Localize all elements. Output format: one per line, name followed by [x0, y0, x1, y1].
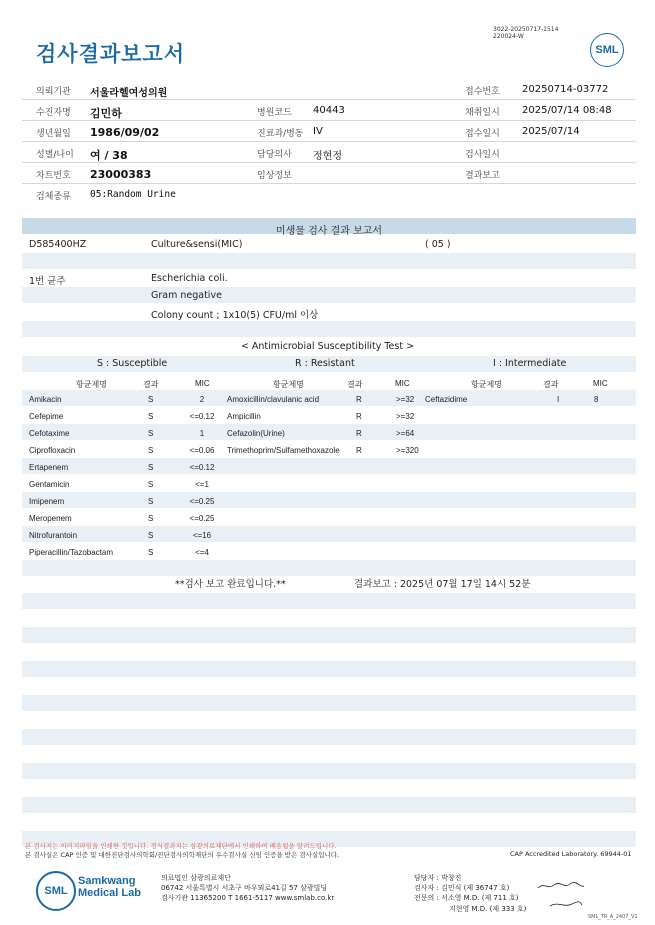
row-band [22, 492, 636, 508]
col-result-header: 결과 [143, 380, 159, 389]
doctor-value: 정현정 [313, 151, 342, 162]
info-row-4 [22, 142, 636, 163]
test-number: ( 05 ) [425, 239, 451, 250]
drug-name: Piperacillin/Tazobactam [29, 548, 114, 557]
report-label: 결과보고 [465, 171, 500, 181]
row-band [22, 627, 636, 643]
hospital-code-value: 40443 [313, 105, 345, 116]
legend-intermediate: I : Intermediate [493, 358, 567, 369]
patient-value: 김민하 [90, 107, 122, 120]
drug-result: S [148, 446, 154, 455]
dept-label: 진료과/병동 [257, 129, 304, 139]
row-band [22, 253, 636, 269]
row-band [22, 390, 636, 406]
collect-label: 채취일시 [465, 108, 500, 118]
drug-name: Meropenem [29, 514, 72, 523]
page-title: 검사결과보고서 [36, 42, 186, 66]
institution-label: 의뢰기관 [36, 87, 71, 97]
collect-value: 2025/07/14 08:48 [522, 105, 612, 116]
drug-name: Cefotaxime [29, 429, 70, 438]
row-band [22, 458, 636, 474]
row-band [22, 763, 636, 779]
row-band [22, 661, 636, 677]
drug-mic: <=0.06 [189, 446, 215, 455]
org-registration: 검사기관 11365200 T 1661-5117 www.smlab.co.kr [161, 894, 335, 902]
drug-result: S [148, 463, 154, 472]
drug-mic: 2 [199, 395, 205, 404]
lab-name-line2: Medical Lab [78, 887, 141, 899]
row-band [22, 287, 636, 303]
drug-result: R [356, 429, 362, 438]
org-name: 의료법인 삼광의료재단 [161, 874, 231, 882]
row-band [22, 695, 636, 711]
legend-resistant: R : Resistant [295, 358, 355, 369]
row-band [22, 321, 636, 337]
dept-value: IV [313, 126, 323, 137]
row-band [22, 797, 636, 813]
drug-mic: <=16 [192, 531, 212, 540]
staff-specialist-1: 전문의 : 서소영 M.D. (제 711 호) [414, 894, 519, 902]
signature-image [548, 898, 584, 910]
drug-mic: >=64 [396, 429, 415, 438]
col-mic-header: MIC [593, 379, 608, 388]
info-row-1 [22, 79, 636, 100]
accreditation-notice: 본 검사실은 CAP 인증 및 대한진단검사의학회/진단검사의학재단의 우수검사실 신임 인증을 받은 검사실입니다. [25, 851, 340, 859]
form-code: SML_TR_A_2407_V1 [588, 914, 638, 920]
drug-result: S [148, 514, 154, 523]
receipt-no-label: 접수번호 [465, 87, 500, 97]
drug-name: Ciprofloxacin [29, 446, 76, 455]
sex-age-value: 여 / 38 [90, 149, 128, 162]
report-time: 결과보고 : 2025년 07월 17일 14시 52분 [354, 579, 531, 590]
legend-susceptible: S : Susceptible [97, 358, 168, 369]
drug-name: Imipenem [29, 497, 65, 506]
ast-title: < Antimicrobial Susceptibility Test > [240, 341, 415, 352]
institution-value: 서울라헬여성의원 [90, 88, 168, 99]
chart-label: 차트번호 [36, 171, 71, 181]
org-address: 06742 서울특별시 서초구 바우뫼로41길 57 삼광빌딩 [161, 884, 328, 892]
row-band [22, 593, 636, 609]
drug-result: R [356, 395, 362, 404]
drug-mic: <=0.12 [189, 412, 215, 421]
drug-mic: 8 [594, 395, 599, 404]
info-row-6 [22, 184, 636, 204]
col-result-header: 결과 [347, 380, 363, 389]
col-drug-header: 항균제명 [471, 380, 502, 389]
document-id-line2: 220024-W [493, 33, 524, 40]
col-result-header: 결과 [543, 380, 559, 389]
drug-mic: <=0.25 [189, 514, 215, 523]
patient-label: 수진자명 [36, 108, 71, 118]
drug-result: R [356, 446, 362, 455]
chart-value: 23000383 [90, 168, 152, 181]
drug-mic: <=0.25 [189, 497, 215, 506]
sml-footer-logo: SML [36, 871, 76, 911]
col-mic-header: MIC [395, 379, 410, 388]
strain-label: 1번 균주 [29, 276, 66, 287]
drug-mic: 1 [199, 429, 205, 438]
drug-mic: >=320 [396, 446, 419, 455]
drug-result: S [148, 429, 154, 438]
hospital-code-label: 병원코드 [257, 108, 292, 118]
document-id [493, 26, 558, 40]
print-notice: 본 검사지는 이미지파일을 인쇄한 것입니다. 정식결과지는 삼광의료재단에서 인쇄하여 배송됨을 알려드립니다. [25, 842, 337, 850]
test-date-label: 검사일시 [465, 150, 500, 160]
drug-result: S [148, 412, 154, 421]
row-band [22, 424, 636, 440]
drug-mic: <=1 [195, 480, 209, 489]
specimen-value: 05:Random Urine [90, 189, 176, 200]
drug-result: S [148, 531, 154, 540]
row-band [22, 560, 636, 576]
drug-name: Ertapenem [29, 463, 69, 472]
staff-specialist-2: 지현영 M.D. (제 333 호) [449, 905, 527, 913]
col-drug-header: 항균제명 [273, 380, 304, 389]
clinical-label: 임상정보 [257, 171, 292, 181]
drug-mic: <=0.12 [189, 463, 215, 472]
doctor-label: 담당의사 [257, 150, 292, 160]
receipt-date-label: 접수일시 [465, 129, 500, 139]
drug-name: Gentamicin [29, 480, 70, 489]
drug-result: I [557, 395, 560, 404]
lab-name-line1: Samkwang [78, 875, 136, 887]
staff-tester: 검사자 : 김민식 (제 36747 호) [414, 884, 510, 892]
signature-image [536, 880, 586, 892]
test-name: Culture&sensi(MIC) [151, 239, 243, 250]
colony-count: Colony count ; 1x10(5) CFU/ml 이상 [151, 310, 319, 321]
info-row-5 [22, 163, 636, 184]
specimen-label: 검체종류 [36, 192, 71, 202]
drug-result: S [148, 480, 154, 489]
dob-value: 1986/09/02 [90, 126, 160, 139]
info-row-3 [22, 121, 636, 142]
document-id-line1: 3022-20250717-1514 [493, 26, 559, 33]
drug-name: Ampicillin [227, 412, 261, 421]
report-complete: **검사 보고 완료입니다.** [175, 579, 286, 590]
info-row-2 [22, 100, 636, 121]
drug-name: Amikacin [29, 395, 62, 404]
col-mic-header: MIC [195, 379, 210, 388]
drug-name: Trimethoprim/Sulfamethoxazole [227, 446, 340, 455]
dob-label: 생년월일 [36, 129, 71, 139]
drug-name: Ceftazidime [425, 395, 468, 404]
staff-manager: 담당자 : 박창진 [414, 874, 462, 882]
drug-name: Amoxicillin/clavulanic acid [227, 395, 320, 404]
drug-result: R [356, 412, 362, 421]
receipt-no-value: 20250714-03772 [522, 84, 609, 95]
micro-section-title: 미생물 검사 결과 보고서 [275, 226, 383, 237]
organism-name: Escherichia coli. [151, 273, 228, 284]
test-code: D585400HZ [29, 239, 87, 250]
drug-result: S [148, 497, 154, 506]
cap-accreditation: CAP Accredited Laboratory. 69944-01 [510, 850, 632, 858]
drug-name: Cefepime [29, 412, 64, 421]
receipt-date-value: 2025/07/14 [522, 126, 580, 137]
row-band [22, 729, 636, 745]
drug-result: S [148, 395, 154, 404]
drug-mic: >=32 [396, 395, 415, 404]
lab-name-en [78, 875, 141, 899]
drug-result: S [148, 548, 154, 557]
gram-stain: Gram negative [151, 290, 222, 301]
drug-name: Cefazolin(Urine) [227, 429, 285, 438]
drug-name: Nitrofurantoin [29, 531, 78, 540]
sml-logo: SML [590, 33, 624, 67]
drug-mic: <=4 [195, 548, 209, 557]
col-drug-header: 항균제명 [76, 380, 107, 389]
row-band [22, 526, 636, 542]
sex-age-label: 성별/나이 [36, 150, 74, 160]
drug-mic: >=32 [396, 412, 415, 421]
